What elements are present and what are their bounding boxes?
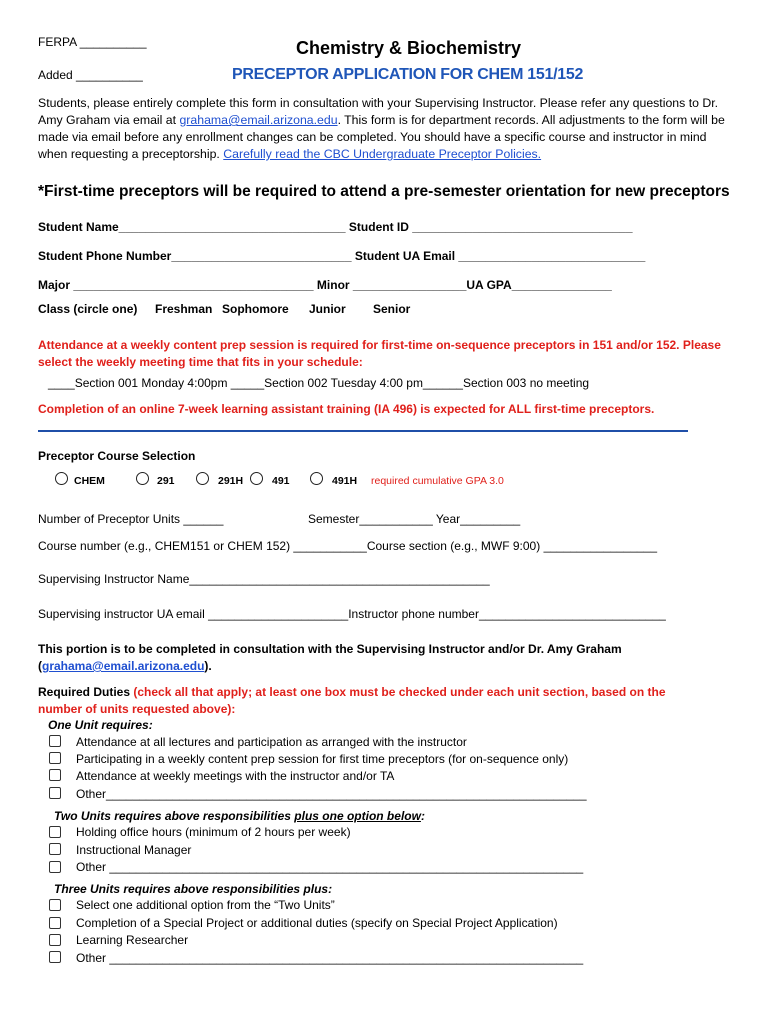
three-units-item-3: Learning Researcher: [76, 933, 189, 947]
intro-email-link[interactable]: grahama@email.arizona.edu: [179, 113, 338, 127]
student-name-id-field[interactable]: Student Name__________________________________ Student ID _________________________________: [38, 220, 633, 234]
checkbox-one-unit-4[interactable]: [49, 787, 61, 799]
orientation-notice: *First-time preceptors will be required to attend a pre-semester orientation for new preceptors: [38, 183, 730, 200]
consultation-open-paren: (: [38, 659, 42, 673]
two-units-heading-underlined: plus one option below: [294, 809, 421, 823]
checkbox-three-units-4[interactable]: [49, 951, 61, 963]
two-units-other-field[interactable]: Other _______________________________________________________________________: [76, 860, 584, 874]
two-units-heading: [54, 809, 425, 823]
consultation-paragraph: [38, 641, 738, 675]
instructor-email-phone-field[interactable]: Supervising instructor UA email _____________________Instructor phone number____________________________: [38, 607, 666, 621]
one-unit-item-1: Attendance at all lectures and participation as arranged with the instructor: [76, 735, 467, 749]
radio-chem[interactable]: [55, 472, 68, 485]
semester-year-field[interactable]: Semester___________ Year_________: [308, 512, 521, 526]
checkbox-two-units-2[interactable]: [49, 843, 61, 855]
duties-label: Required Duties: [38, 685, 134, 699]
class-label: Class (circle one): [38, 302, 138, 316]
class-option-freshman[interactable]: Freshman: [155, 302, 213, 316]
one-unit-item-2: Participating in a weekly content prep session for first time preceptors (for on-sequence only): [76, 752, 569, 766]
major-minor-gpa-field[interactable]: Major ____________________________________ Minor _________________UA GPA_______________: [38, 278, 612, 292]
section-divider: [38, 430, 688, 432]
student-phone-email-field[interactable]: Student Phone Number___________________________ Student UA Email ____________________________: [38, 249, 646, 263]
radio-491h[interactable]: [310, 472, 323, 485]
ferpa-field[interactable]: FERPA __________: [38, 35, 147, 49]
course-selection-heading: Preceptor Course Selection: [38, 449, 196, 463]
added-field[interactable]: Added __________: [38, 68, 143, 82]
page-subtitle: PRECEPTOR APPLICATION FOR CHEM 151/152: [232, 66, 584, 83]
preceptor-units-field[interactable]: Number of Preceptor Units ______: [38, 512, 224, 526]
attendance-notice: Attendance at a weekly content prep session is required for first-time on-sequence preceptors in 151 and/or 152. Please select the weekly meeting time that fits in your schedule:: [38, 338, 721, 369]
checkbox-two-units-1[interactable]: [49, 826, 61, 838]
three-units-heading: Three Units requires above responsibilities plus:: [54, 882, 333, 896]
policy-link[interactable]: Carefully read the CBC Undergraduate Preceptor Policies.: [223, 147, 542, 161]
page-title: Chemistry & Biochemistry: [296, 38, 522, 58]
section-selection-field[interactable]: ____Section 001 Monday 4:00pm _____Section 002 Tuesday 4:00 pm______Section 003 no meeting: [48, 376, 590, 390]
option-491h-label: 491H: [332, 475, 358, 487]
three-units-other-field[interactable]: Other _______________________________________________________________________: [76, 951, 584, 965]
consultation-email-link[interactable]: grahama@email.arizona.edu: [42, 659, 205, 673]
training-notice: Completion of an online 7-week learning assistant training (IA 496) is expected for ALL first-time preceptors.: [38, 402, 655, 416]
option-291h-label: 291H: [218, 475, 244, 487]
one-unit-item-3: Attendance at weekly meetings with the instructor and/or TA: [76, 769, 395, 783]
consultation-close-paren: ).: [204, 659, 212, 673]
checkbox-one-unit-3[interactable]: [49, 769, 61, 781]
consultation-text: This portion is to be completed in consultation with the Supervising Instructor and/or Dr. Amy Graham: [38, 642, 622, 656]
course-number-section-field[interactable]: Course number (e.g., CHEM151 or CHEM 152) ___________Course section (e.g., MWF 9:00) _________________: [38, 539, 658, 553]
class-option-senior[interactable]: Senior: [373, 302, 411, 316]
three-units-item-1: Select one additional option from the “Two Units”: [76, 898, 335, 912]
duties-instructions: [38, 684, 678, 718]
duties-instruction-text: (check all that apply; at least one box must be checked under each unit section, based on the number of units requested above):: [38, 685, 666, 716]
one-unit-heading: One Unit requires:: [48, 718, 153, 732]
option-chem-label: CHEM: [74, 475, 105, 487]
radio-291h[interactable]: [196, 472, 209, 485]
checkbox-one-unit-2[interactable]: [49, 752, 61, 764]
radio-291[interactable]: [136, 472, 149, 485]
class-option-sophomore[interactable]: Sophomore: [222, 302, 289, 316]
instructor-name-field[interactable]: Supervising Instructor Name_____________________________________________: [38, 572, 490, 586]
two-units-heading-pre: Two Units requires above responsibilities: [54, 809, 295, 823]
checkbox-three-units-2[interactable]: [49, 917, 61, 929]
option-491-label: 491: [272, 475, 290, 487]
two-units-item-2: Instructional Manager: [76, 843, 192, 857]
checkbox-three-units-3[interactable]: [49, 934, 61, 946]
class-option-junior[interactable]: Junior: [309, 302, 346, 316]
intro-paragraph: [38, 95, 738, 163]
intro-text-2: . This form is for department records. All adjustments to the form will be made via email before any enrollment changes can be completed. You should have a specific course and instructor in mind when requesting a preceptorship.: [38, 113, 725, 161]
checkbox-two-units-3[interactable]: [49, 861, 61, 873]
checkbox-three-units-1[interactable]: [49, 899, 61, 911]
three-units-item-2: Completion of a Special Project or additional duties (specify on Special Project Application): [76, 916, 558, 930]
two-units-heading-post: :: [420, 809, 425, 823]
two-units-item-1: Holding office hours (minimum of 2 hours per week): [76, 825, 351, 839]
radio-491[interactable]: [250, 472, 263, 485]
gpa-requirement-note: required cumulative GPA 3.0: [371, 475, 504, 487]
intro-text-1: Students, please entirely complete this form in consultation with your Supervising Instructor. Please refer any questions to Dr. Amy Graham via email at: [38, 96, 719, 127]
checkbox-one-unit-1[interactable]: [49, 735, 61, 747]
one-unit-other-field[interactable]: Other________________________________________________________________________: [76, 787, 587, 801]
option-291-label: 291: [157, 475, 175, 487]
